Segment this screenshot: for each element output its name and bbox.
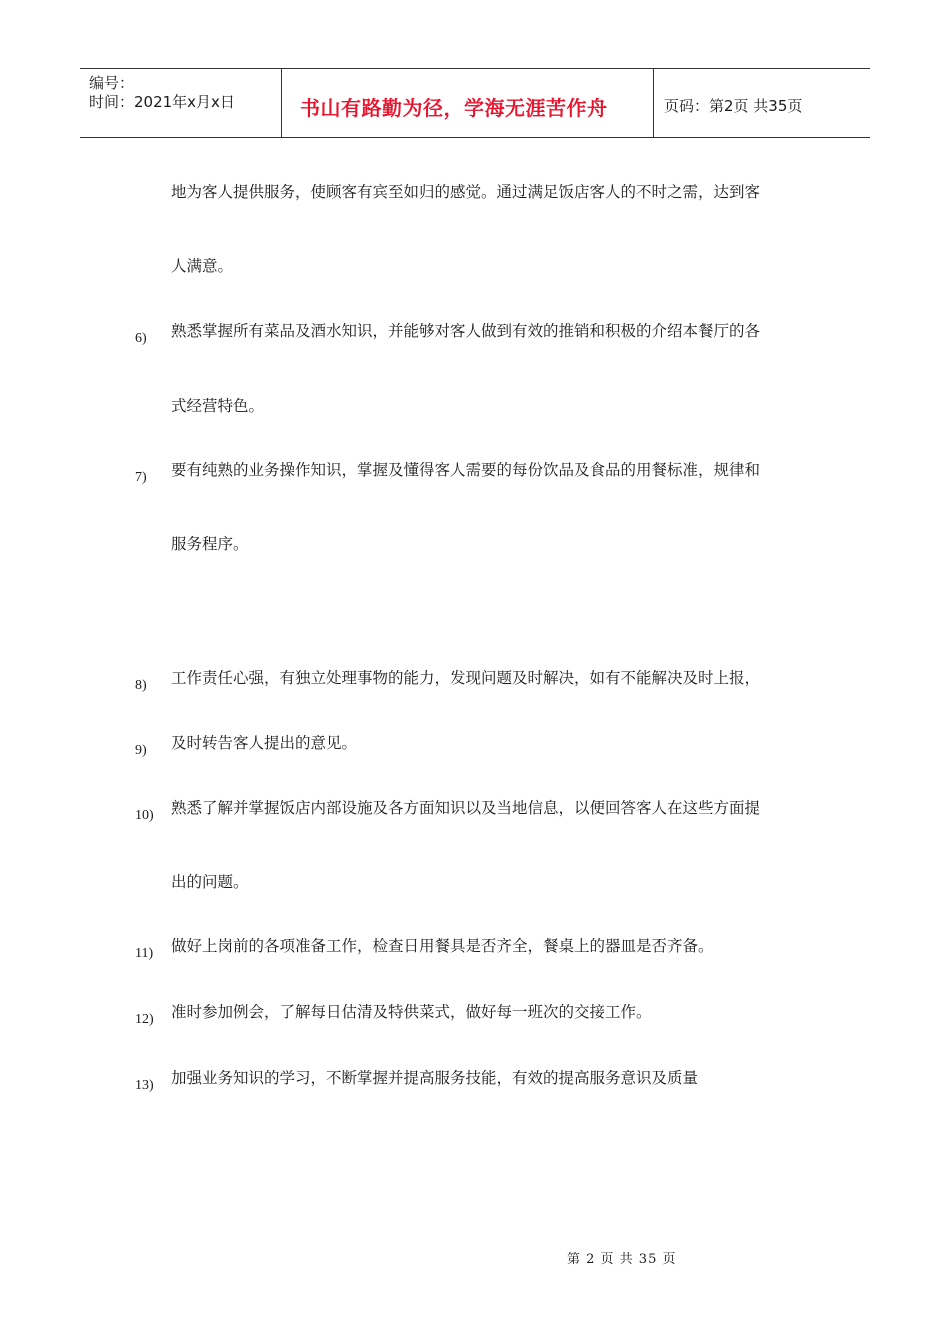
header-table: [80, 68, 870, 138]
body-line: 做好上岗前的各项准备工作，检查日用餐具是否齐全，餐桌上的器皿是否齐备。: [171, 937, 714, 955]
header-left-cell: [80, 69, 282, 137]
motto: 书山有路勤为径，学海无涯苦作舟: [300, 96, 608, 120]
item-number: 7): [135, 470, 147, 485]
item-number: 12): [135, 1012, 154, 1027]
body-line: 人满意。: [171, 257, 234, 275]
body-line: 熟悉掌握所有菜品及酒水知识，并能够对客人做到有效的推销和积极的介绍本餐厅的各: [171, 322, 761, 340]
code-label: 编号：: [89, 74, 135, 92]
body-line: 地为客人提供服务，使顾客有宾至如归的感觉。通过满足饭店客人的不时之需，达到客: [171, 183, 761, 201]
page-info: 页码：第2页 共35页: [664, 97, 803, 115]
body-line: 出的问题。: [171, 873, 249, 891]
item-number: 11): [135, 946, 154, 961]
body-line: 及时转告客人提出的意见。: [171, 734, 358, 752]
body-line: 式经营特色。: [171, 397, 265, 415]
page-footer: 第 2 页 共 35 页: [567, 1252, 677, 1267]
item-number: 9): [135, 743, 147, 758]
body-line: 加强业务知识的学习，不断掌握并提高服务技能，有效的提高服务意识及质量: [171, 1069, 699, 1087]
body-line: 工作责任心强，有独立处理事物的能力，发现问题及时解决，如有不能解决及时上报，: [171, 669, 761, 687]
header-right-cell: [654, 69, 870, 137]
body-line: 要有纯熟的业务操作知识，掌握及懂得客人需要的每份饮品及食品的用餐标准，规律和: [171, 461, 761, 479]
body-line: 准时参加例会，了解每日估清及特供菜式，做好每一班次的交接工作。: [171, 1003, 652, 1021]
item-number: 13): [135, 1078, 154, 1093]
body-line: 服务程序。: [171, 535, 249, 553]
item-number: 8): [135, 678, 147, 693]
item-number: 6): [135, 331, 147, 346]
item-number: 10): [135, 808, 154, 823]
body-line: 熟悉了解并掌握饭店内部设施及各方面知识以及当地信息，以便回答客人在这些方面提: [171, 799, 761, 817]
time-label: 时间：2021年x月x日: [89, 93, 235, 111]
header-middle-cell: [282, 69, 654, 137]
